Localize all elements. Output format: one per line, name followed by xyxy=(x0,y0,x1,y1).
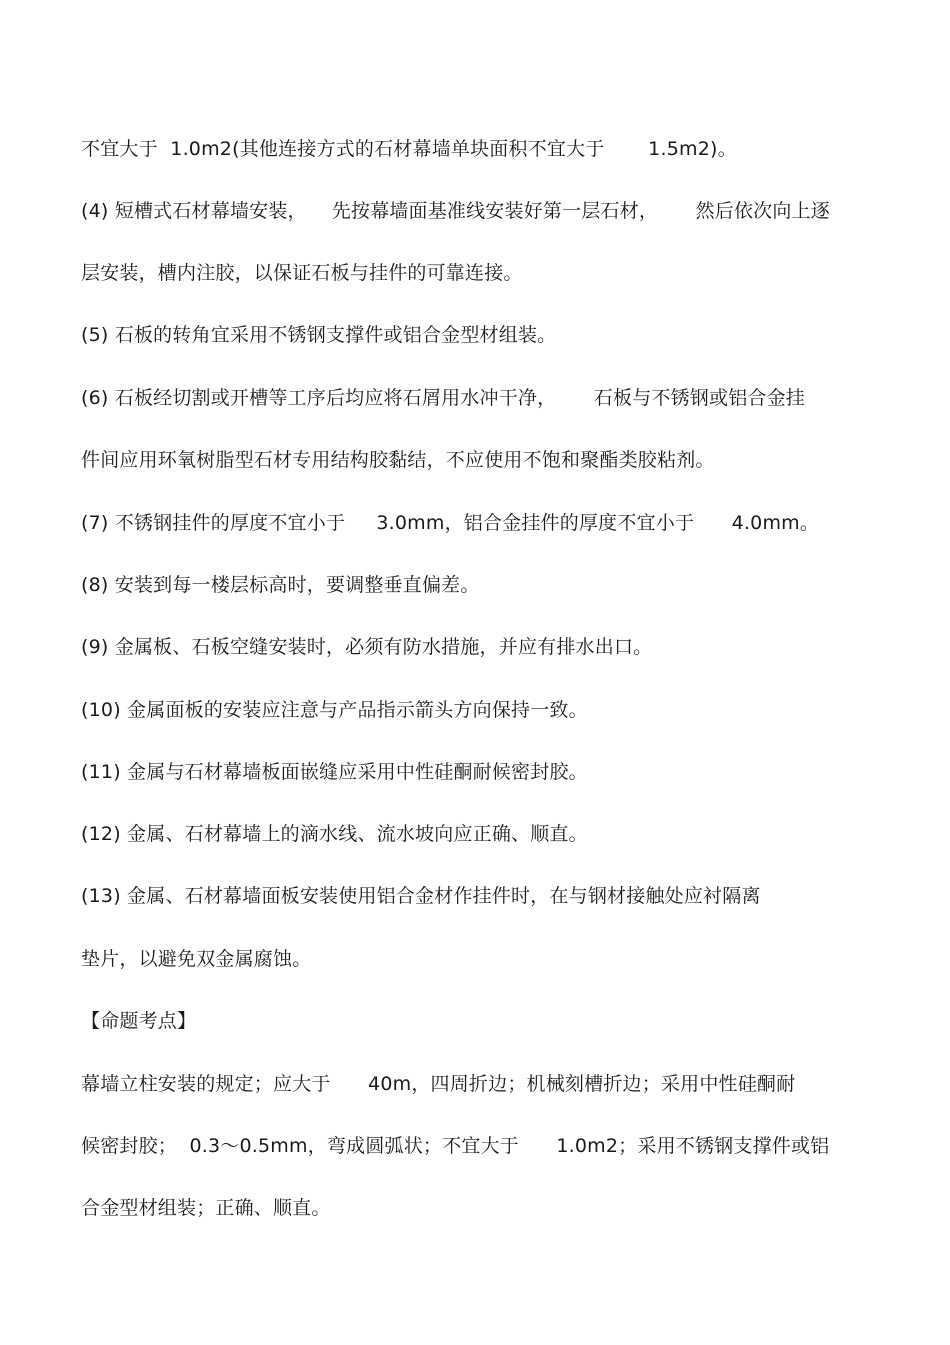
text-line: (4) 短槽式石材幕墙安装， 先按幕墙面基准线安装好第一层石材， 然后依次向上逐 xyxy=(81,200,830,222)
text-line: 合金型材组装；正确、顺直。 xyxy=(81,1197,331,1219)
text-line: 垫片，以避免双金属腐蚀。 xyxy=(81,948,312,970)
text-line: (13) 金属、石材幕墙面板安装使用铝合金材作挂件时，在与钢材接触处应衬隔离 xyxy=(81,885,761,907)
text-line: (11) 金属与石材幕墙板面嵌缝应采用中性硅酮耐候密封胶。 xyxy=(81,761,588,783)
text-line: (5) 石板的转角宜采用不锈钢支撑件或铝合金型材组装。 xyxy=(81,324,557,346)
text-line: (9) 金属板、石板空缝安装时，必须有防水措施，并应有排水出口。 xyxy=(81,636,653,658)
text-line: (6) 石板经切割或开槽等工序后均应将石屑用水冲干净， 石板与不锈钢或铝合金挂 xyxy=(81,387,805,409)
text-line: 层安装，槽内注胶，以保证石板与挂件的可靠连接。 xyxy=(81,262,523,284)
text-line: 幕墙立柱安装的规定；应大于 40m，四周折边；机械刻槽折边；采用中性硅酮耐 xyxy=(81,1073,796,1095)
section-heading: 【命题考点】 xyxy=(81,1010,197,1032)
text-line: 件间应用环氧树脂型石材专用结构胶黏结，不应使用不饱和聚酯类胶粘剂。 xyxy=(81,449,715,471)
text-line: (10) 金属面板的安装应注意与产品指示箭头方向保持一致。 xyxy=(81,699,588,721)
text-line: (12) 金属、石材幕墙上的滴水线、流水坡向应正确、顺直。 xyxy=(81,823,588,845)
text-line: (7) 不锈钢挂件的厚度不宜小于 3.0mm，铝合金挂件的厚度不宜小于 4.0mm。 xyxy=(81,512,820,534)
text-line: 候密封胶； 0.3～0.5mm，弯成圆弧状；不宜大于 1.0m2；采用不锈钢支撑件或铝 xyxy=(81,1135,830,1157)
text-line: (8) 安装到每一楼层标高时，要调整垂直偏差。 xyxy=(81,574,480,596)
text-line: 不宜大于 1.0m2(其他连接方式的石材幕墙单块面积不宜大于 1.5m2)。 xyxy=(81,138,737,160)
